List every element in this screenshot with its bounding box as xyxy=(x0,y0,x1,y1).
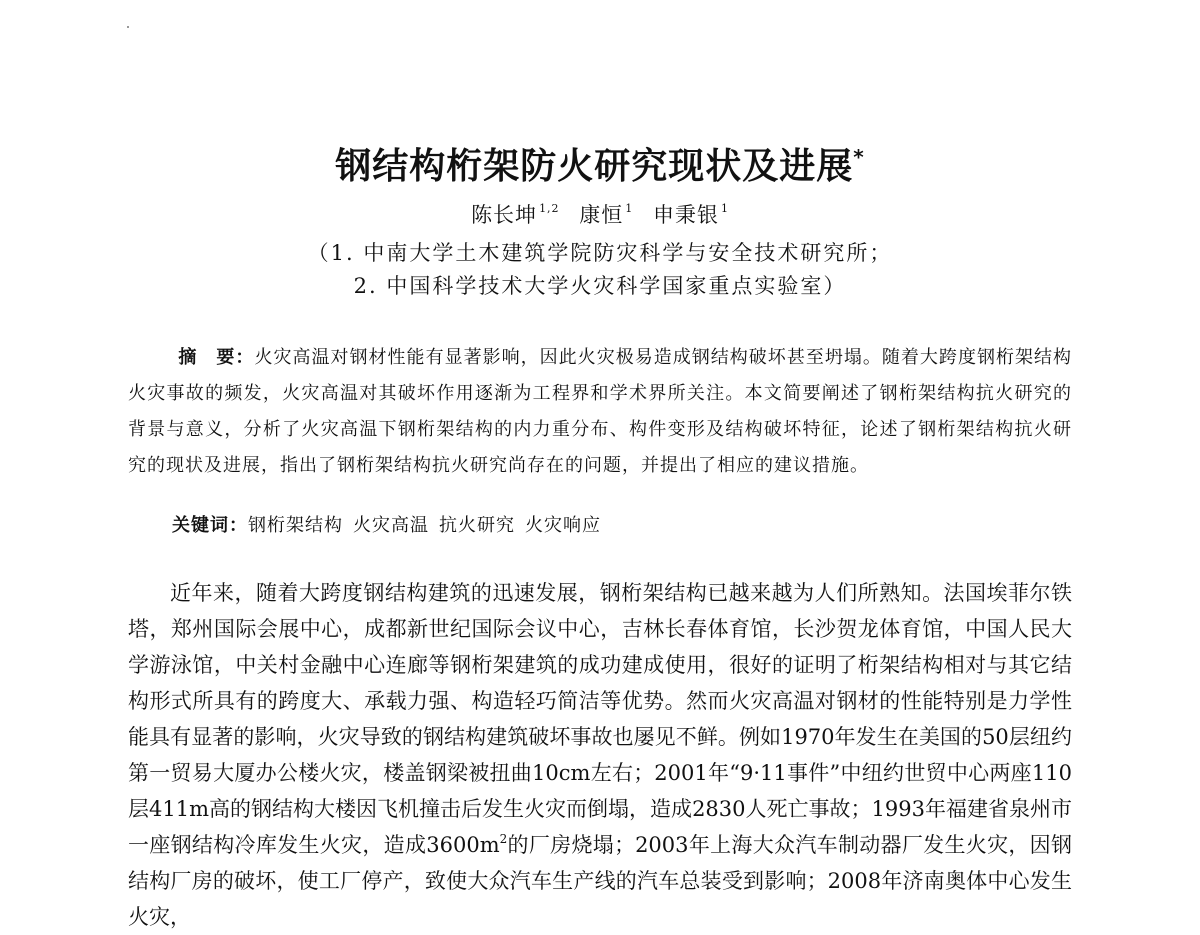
affiliation-line-2: 2. 中国科学技术大学火灾科学国家重点实验室） xyxy=(353,274,847,298)
paper-title xyxy=(0,142,1200,192)
author-name: 申秉银 xyxy=(652,203,719,227)
body-text-part-2: 的厂房烧塌；2003年上海大众汽车制动器厂发生火灾，因钢结构厂房的破坏，使工厂停产，致使大众汽车生产线的汽车总装受到影响；2008年济南奥体中心发生火灾， xyxy=(128,833,1072,929)
author xyxy=(471,200,560,230)
abstract xyxy=(128,340,1072,484)
author xyxy=(579,200,633,230)
title-footnote-mark: * xyxy=(853,145,865,169)
author-affiliation-mark: 1 xyxy=(720,202,729,215)
body-paragraph xyxy=(128,575,1072,935)
keyword: 火灾高温 xyxy=(353,515,429,536)
scan-speck xyxy=(127,26,129,28)
body-text-part-1: 近年来，随着大跨度钢结构建筑的迅速发展，钢桁架结构已越来越为人们所熟知。法国埃菲尔铁塔，郑州国际会展中心，成都新世纪国际会议中心，吉林长春体育馆，长沙贺龙体育馆，中国人民大学游泳馆，中关村金融中心连廊等钢桁架建筑的成功建成使用，很好的证明了桁架结构相对与其它结构形式所具有的跨度大、承载力强、构造轻巧简洁等优势。然而火灾高温对钢材的性能特别是力学性能具有显著的影响，火灾导致的钢结构建筑破坏事故也屡见不鲜。例如1970年发生在美国的50层纽约第一贸易大厦办公楼火灾，楼盖钢梁被扭曲10cm左右；2001年“9·11事件”中纽约世贸中心两座110层411m高的钢结构大楼因飞机撞击后发生火灾而倒塌，造成2830人死亡事故；1993年福建省泉州市一座钢结构冷库发生火灾，造成3600m xyxy=(128,581,1072,857)
abstract-text: 火灾高温对钢材性能有显著影响，因此火灾极易造成钢结构破坏甚至坍塌。随着大跨度钢桁架结构火灾事故的频发，火灾高温对其破坏作用逐渐为工程界和学术界所关注。本文简要阐述了钢桁架结构抗火研究的背景与意义，分析了火灾高温下钢桁架结构的内力重分布、构件变形及结构破坏特征，论述了钢桁架结构抗火研究的现状及进展，指出了钢桁架结构抗火研究尚存在的问题，并提出了相应的建议措施。 xyxy=(128,347,1073,476)
abstract-label: 摘 要： xyxy=(178,347,255,368)
keywords-label: 关键词： xyxy=(172,515,248,536)
keywords xyxy=(172,508,1072,544)
title-text: 钢结构桁架防火研究现状及进展 xyxy=(335,146,854,187)
author-name: 陈长坤 xyxy=(471,203,538,227)
keyword: 火灾响应 xyxy=(525,515,601,536)
author-list xyxy=(0,200,1200,230)
author-affiliation-mark: 1 xyxy=(625,202,634,215)
keyword: 抗火研究 xyxy=(439,515,515,536)
author xyxy=(653,200,729,230)
keyword: 钢桁架结构 xyxy=(248,515,343,536)
author-affiliation-mark: 1,2 xyxy=(539,202,560,215)
author-name: 康恒 xyxy=(579,203,624,227)
superscript-2: 2 xyxy=(499,832,508,846)
affiliation-line-1: （1. 中南大学土木建筑学院防灾科学与安全技术研究所； xyxy=(307,241,893,265)
